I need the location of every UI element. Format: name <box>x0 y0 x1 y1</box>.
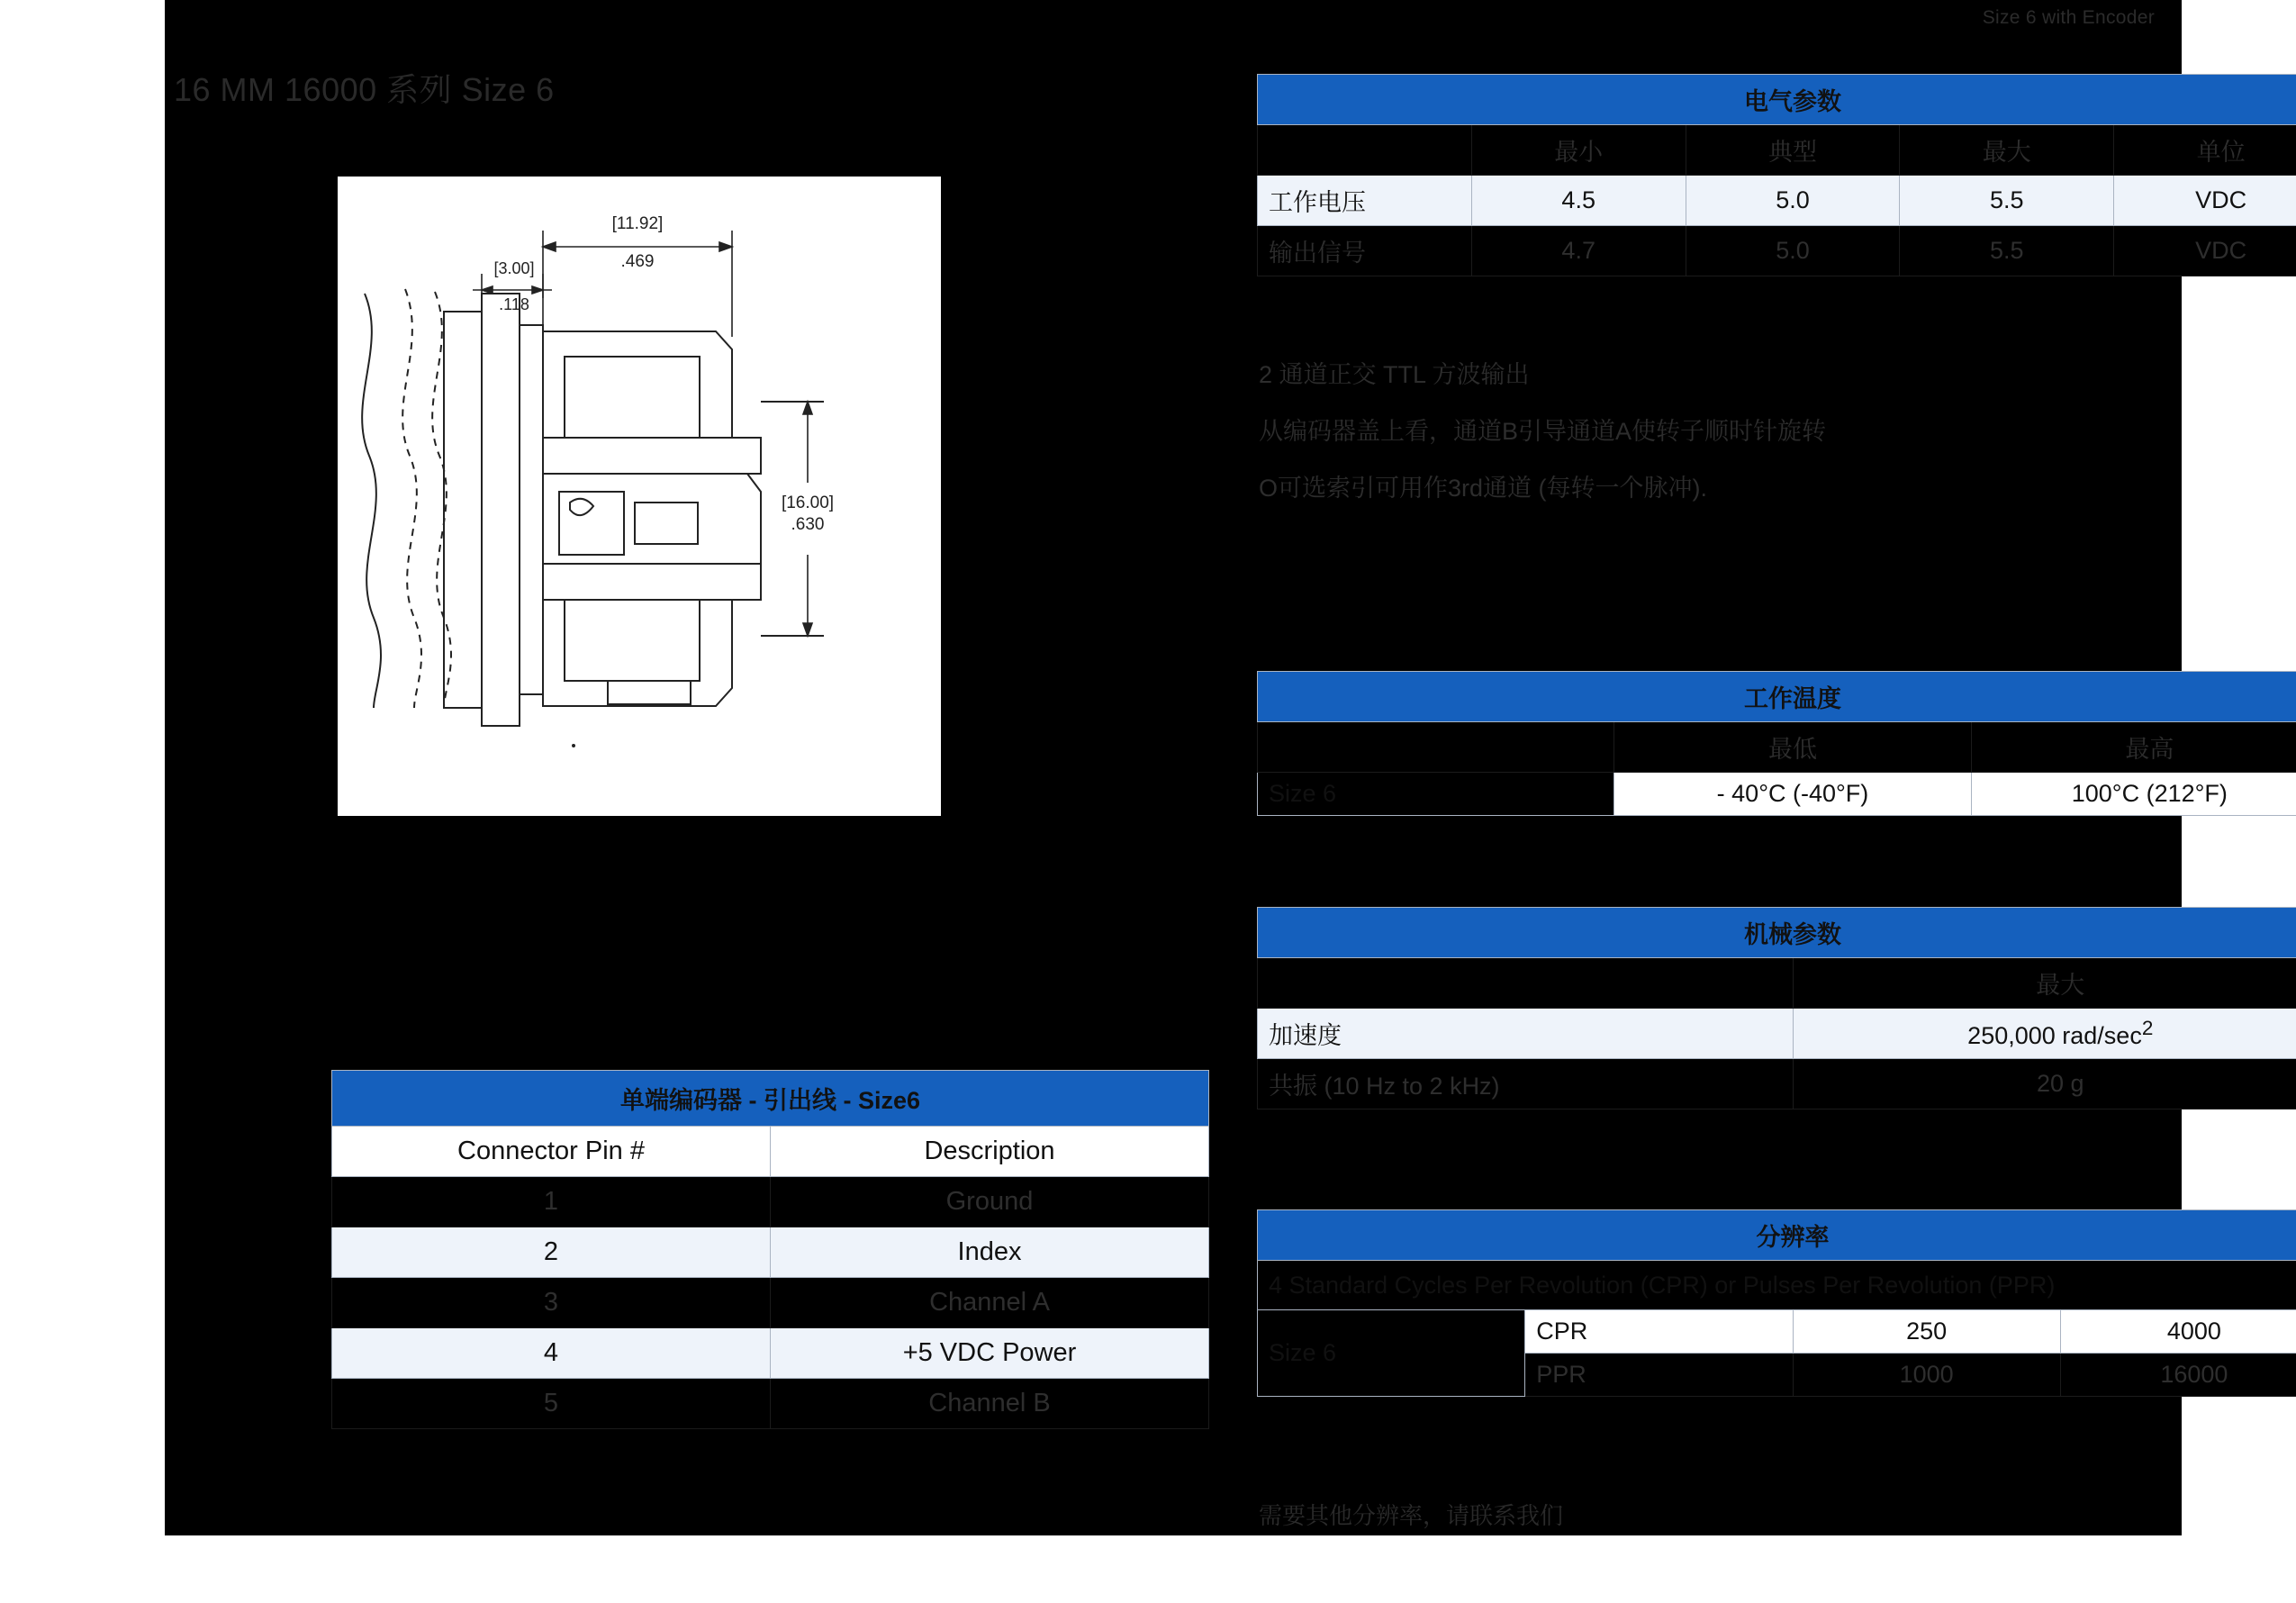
dim-small-mm: [3.00] <box>493 259 535 277</box>
cell-typ: 5.0 <box>1686 176 1900 226</box>
table-row <box>332 1278 1209 1328</box>
document-page <box>165 0 2247 1535</box>
cpr-value-2: 4000 <box>2060 1310 2296 1354</box>
dim-width-mm: [11.92] <box>611 214 664 233</box>
dim-height-in: .630 <box>791 515 825 534</box>
col-min-temp: 最低 <box>1614 722 1971 773</box>
col-blank <box>1258 958 1794 1009</box>
cell-min-temp: - 40°C (-40°F) <box>1614 773 1971 816</box>
table-row <box>1258 773 2296 816</box>
temperature-title: 工作温度 <box>1258 672 2296 722</box>
row-label: 共振 (10 Hz to 2 kHz) <box>1258 1059 1794 1109</box>
cpr-label: CPR <box>1525 1310 1793 1354</box>
table-row <box>332 1227 1209 1278</box>
resolution-note: 4 Standard Cycles Per Revolution (CPR) or Pulses Per Revolution (PPR) <box>1258 1261 2296 1310</box>
cell-unit: VDC <box>2114 226 2296 276</box>
cell-pin: 3 <box>332 1278 771 1328</box>
page-header-note: Size 6 with Encoder <box>1982 7 2155 28</box>
cell-unit: VDC <box>2114 176 2296 226</box>
table-row <box>1258 1059 2296 1109</box>
col-max-temp: 最高 <box>1971 722 2296 773</box>
row-label: 加速度 <box>1258 1009 1794 1059</box>
electrical-title: 电气参数 <box>1258 75 2296 125</box>
table-header-row <box>1258 722 2296 773</box>
table-row <box>1258 176 2296 226</box>
dim-height-mm: [16.00] <box>781 494 835 512</box>
pinout-table <box>331 1070 1209 1429</box>
table-title-row <box>332 1071 1209 1127</box>
col-blank <box>1258 125 1472 176</box>
col-connector-pin: Connector Pin # <box>332 1127 771 1177</box>
cell-value: 20 g <box>1793 1059 2296 1109</box>
table-header-row <box>1258 125 2296 176</box>
resolution-title: 分辨率 <box>1258 1210 2296 1261</box>
cell-pin: 4 <box>332 1328 771 1379</box>
cell-min: 4.7 <box>1471 226 1686 276</box>
resolution-note-row <box>1258 1261 2296 1310</box>
row-label: 输出信号 <box>1258 226 1472 276</box>
col-max: 最大 <box>1900 125 2114 176</box>
cell-max: 5.5 <box>1900 176 2114 226</box>
table-title-row <box>1258 908 2296 958</box>
cell-value: 250,000 rad/$\sec^2$ <box>1793 1009 2296 1059</box>
resolution-contact-note: 需要其他分辨率，请联系我们 <box>1259 1502 1564 1529</box>
col-typ: 典型 <box>1686 125 1900 176</box>
col-min: 最小 <box>1471 125 1686 176</box>
table-row <box>1258 1009 2296 1059</box>
table-row <box>332 1328 1209 1379</box>
resolution-size-label: Size 6 <box>1258 1310 1525 1397</box>
ppr-label: PPR <box>1525 1354 1793 1397</box>
cell-pin: 1 <box>332 1177 771 1227</box>
col-unit: 单位 <box>2114 125 2296 176</box>
page-title: 16 MM 16000 系列 Size 6 <box>174 71 555 108</box>
row-label: Size 6 <box>1258 773 1614 816</box>
dim-width-in: .469 <box>620 252 655 271</box>
table-row <box>1258 1310 2296 1354</box>
cell-desc: Channel A <box>771 1278 1209 1328</box>
table-title-row <box>1258 1210 2296 1261</box>
cell-typ: 5.0 <box>1686 226 1900 276</box>
electrical-specs-table <box>1257 74 2296 276</box>
cpr-value-1: 250 <box>1793 1310 2060 1354</box>
resolution-table <box>1257 1209 2296 1397</box>
cell-desc: Index <box>771 1227 1209 1278</box>
electrical-note-1: 2 通道正交 TTL 方波输出 <box>1259 361 1530 388</box>
table-title-row <box>1258 75 2296 125</box>
col-blank <box>1258 722 1614 773</box>
cell-max-temp: 100°C (212°F) <box>1971 773 2296 816</box>
table-row <box>1258 226 2296 276</box>
product-drawing <box>338 177 941 816</box>
table-row <box>332 1177 1209 1227</box>
dim-small-in: .118 <box>499 295 529 313</box>
table-row <box>332 1379 1209 1429</box>
mechanical-title: 机械参数 <box>1258 908 2296 958</box>
electrical-notes <box>1259 347 2296 517</box>
electrical-note-2: 从编码器盖上看，通道B引导通道A使转子顺时针旋转 <box>1259 418 1827 445</box>
col-max: 最大 <box>1793 958 2296 1009</box>
pinout-title: 单端编码器 - 引出线 - Size6 <box>332 1071 1209 1127</box>
cell-desc: Ground <box>771 1177 1209 1227</box>
cell-desc: Channel B <box>771 1379 1209 1429</box>
cell-min: 4.5 <box>1471 176 1686 226</box>
ppr-value-2: 16000 <box>2060 1354 2296 1397</box>
electrical-note-3: O可选索引可用作3rd通道 (每转一个脉冲). <box>1259 475 1708 502</box>
operating-temperature-table <box>1257 671 2296 816</box>
table-header-row <box>1258 958 2296 1009</box>
mechanical-specs-table <box>1257 907 2296 1109</box>
table-header-row <box>332 1127 1209 1177</box>
cell-max: 5.5 <box>1900 226 2114 276</box>
cell-pin: 5 <box>332 1379 771 1429</box>
cell-desc: +5 VDC Power <box>771 1328 1209 1379</box>
row-label: 工作电压 <box>1258 176 1472 226</box>
encoder-dimension-drawing <box>338 177 941 816</box>
cell-pin: 2 <box>332 1227 771 1278</box>
table-title-row <box>1258 672 2296 722</box>
col-description: Description <box>771 1127 1209 1177</box>
ppr-value-1: 1000 <box>1793 1354 2060 1397</box>
